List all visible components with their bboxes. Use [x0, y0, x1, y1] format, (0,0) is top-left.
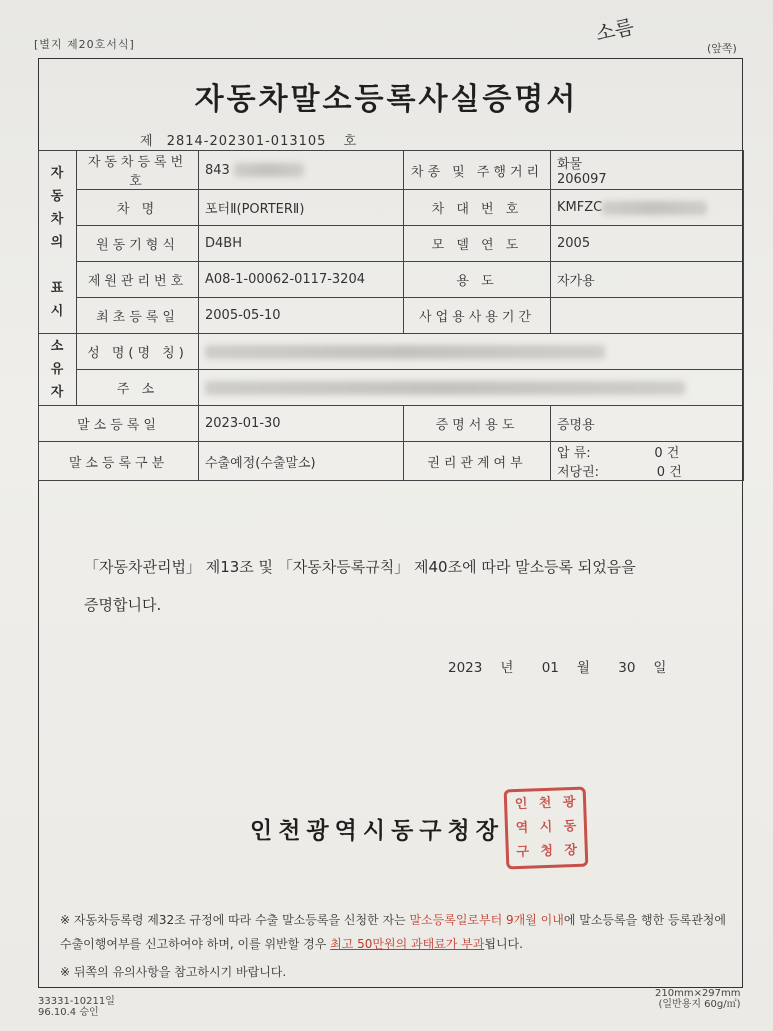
statement-line-2: 증명합니다. [84, 596, 162, 614]
official-seal-stamp: 인 천 광 역 시 동 구 청 장 [504, 787, 589, 870]
notice-export: ※ 자동차등록령 제32조 규정에 따라 수출 말소등록을 신청한 자는 말소등록일로부터 9개월 이내에 말소등록을 행한 등록관청에 수출이행여부를 신고하여야 하며, 이를 위반할 경우 최고 50만원의 과태료가 부과됩니다. [60, 913, 726, 951]
table-row [39, 151, 744, 190]
model-year-label: 모 델 연 도 [404, 226, 551, 262]
table-row [39, 442, 744, 481]
table-row [39, 298, 744, 334]
section-vehicle: 자 동 차 의 표 시 [39, 151, 77, 334]
notice-section [60, 908, 730, 984]
vehicle-name-value: 포터Ⅱ(PORTERⅡ) [199, 190, 404, 226]
spec-number-value: A08-1-00062-0117-3204 [199, 262, 404, 298]
owner-address-label: 주 소 [77, 370, 199, 406]
owner-name-value [199, 334, 744, 370]
rights-label: 권리관계여부 [404, 442, 551, 481]
document-number [140, 130, 357, 149]
table-row [39, 370, 744, 406]
handwritten-note: 소름 [593, 14, 637, 46]
table-row [39, 406, 744, 442]
type-mileage-label: 차종 및 주행거리 [404, 151, 551, 190]
use-value: 자가용 [551, 262, 744, 298]
certification-statement [84, 548, 636, 624]
vin-label: 차 대 번 호 [404, 190, 551, 226]
owner-name-label: 성 명(명 칭) [77, 334, 199, 370]
first-reg-value: 2005-05-10 [199, 298, 404, 334]
section-owner: 소 유 자 [39, 334, 77, 406]
type-mileage-value: 화물 206097 [551, 151, 744, 190]
use-label: 용 도 [404, 262, 551, 298]
statement-line-1: 「자동차관리법」 제13조 및 「자동차등록규칙」 제40조에 따라 말소등록 되었음을 [84, 558, 636, 576]
reg-number-value: 843 [199, 151, 404, 190]
notice-reference: ※ 뒤쪽의 유의사항을 참고하시기 바랍니다. [60, 965, 287, 979]
doc-number-suffix: 호 [343, 134, 358, 149]
issuing-office: 인천광역시동구청장 [250, 818, 504, 844]
doc-number-prefix: 제 [140, 134, 154, 149]
reg-number-label: 자동차등록번호 [77, 151, 199, 190]
footer-paper-spec: 210mm×297mm (일반용지 60g/㎡) [655, 988, 741, 1010]
model-year-value: 2005 [551, 226, 744, 262]
engine-value: D4BH [199, 226, 404, 262]
engine-label: 원동기형식 [77, 226, 199, 262]
document-title: 자동차말소등록사실증명서 [194, 82, 579, 117]
cancel-date-label: 말소등록일 [39, 406, 199, 442]
cancel-type-label: 말소등록구분 [39, 442, 199, 481]
table-row [39, 262, 744, 298]
page-side: (앞쪽) [707, 42, 737, 55]
vehicle-name-label: 차 명 [77, 190, 199, 226]
footer-form-code: 33331-10211일 96.10.4 승인 [38, 996, 115, 1018]
cancel-type-value: 수출예정(수출말소) [199, 442, 404, 481]
issue-date: 2023 년 01 월 30 일 [448, 660, 667, 676]
rights-value: 압 류: 0 건 저당권: 0 건 [551, 442, 744, 481]
vehicle-info-table [38, 150, 744, 481]
table-row [39, 226, 744, 262]
biz-period-label: 사업용사용기간 [404, 298, 551, 334]
vin-value: KMFZC [551, 190, 744, 226]
cert-use-label: 증명서용도 [404, 406, 551, 442]
table-row [39, 334, 744, 370]
form-number: [별지 제20호서식] [34, 38, 135, 51]
biz-period-value [551, 298, 744, 334]
owner-address-value [199, 370, 744, 406]
spec-number-label: 제원관리번호 [77, 262, 199, 298]
doc-number-value: 2814-202301-013105 [166, 134, 327, 149]
cancel-date-value: 2023-01-30 [199, 406, 404, 442]
table-row [39, 190, 744, 226]
first-reg-label: 최초등록일 [77, 298, 199, 334]
cert-use-value: 증명용 [551, 406, 744, 442]
